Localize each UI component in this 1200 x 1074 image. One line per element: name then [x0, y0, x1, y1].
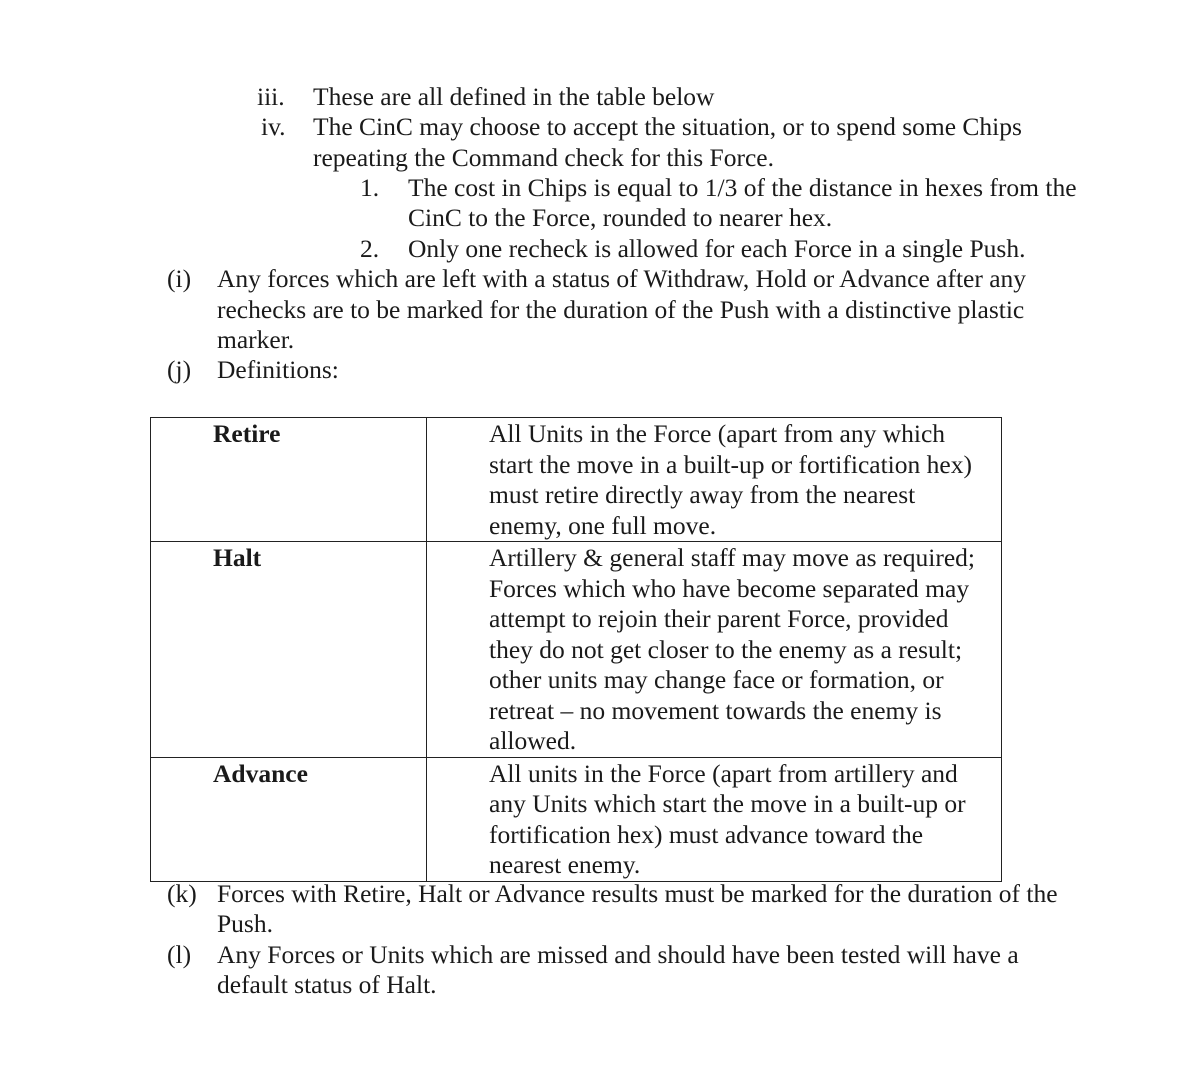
- definition-text-advance: All units in the Force (apart from artillery and any Units which start the move in a built-up or fortification hex) must advance toward the nearest enemy.: [489, 758, 966, 879]
- list-item-iii-line-1: These are all defined in the table below: [313, 82, 715, 111]
- list-item-l-line-2: default status of Halt.: [217, 970, 437, 999]
- list-marker-i: (i): [167, 264, 192, 293]
- definition-description-retire: [427, 418, 1002, 542]
- definitions-table: [150, 417, 1002, 882]
- table-row: [151, 757, 1002, 881]
- definition-description-advance: [427, 757, 1002, 881]
- list-item-1-line-2: CinC to the Force, rounded to nearer hex.: [408, 203, 833, 232]
- list-item-j-line-1: Definitions:: [217, 355, 339, 384]
- list-marker-1: 1.: [360, 173, 380, 202]
- definition-term-retire: Retire: [151, 418, 427, 542]
- list-item-l-line-1: Any Forces or Units which are missed and should have been tested will have a: [217, 940, 1019, 969]
- table-row: [151, 542, 1002, 758]
- list-item-k-line-2: Push.: [217, 909, 273, 938]
- list-item-1-line-1: The cost in Chips is equal to 1/3 of the distance in hexes from the: [408, 173, 1077, 202]
- list-item-i-line-3: marker.: [217, 325, 295, 354]
- list-item-iv-line-1: The CinC may choose to accept the situation, or to spend some Chips: [313, 112, 1022, 141]
- list-marker-l: (l): [167, 940, 192, 969]
- list-item-i-line-2: rechecks are to be marked for the duration of the Push with a distinctive plastic: [217, 295, 1025, 324]
- table-row: [151, 418, 1002, 542]
- list-marker-iii: iii.: [257, 82, 285, 111]
- list-marker-j: (j): [167, 355, 192, 384]
- list-item-iv-line-2: repeating the Command check for this Force.: [313, 143, 774, 172]
- definition-text-retire: All Units in the Force (apart from any which start the move in a built-up or fortification hex) must retire directly away from the nearest enemy, one full move.: [489, 419, 972, 540]
- definition-description-halt: [427, 542, 1002, 758]
- definition-text-halt: Artillery & general staff may move as required; Forces which who have become separated may attempt to rejoin their parent Force, provided they do not get closer to the enemy as a result; other units may change face or formation, or retreat – no movement towards the enemy is allowed.: [489, 543, 975, 755]
- definition-term-advance: Advance: [151, 757, 427, 881]
- list-item-i-line-1: Any forces which are left with a status of Withdraw, Hold or Advance after any: [217, 264, 1027, 293]
- list-marker-k: (k): [167, 879, 197, 908]
- list-item-k-line-1: Forces with Retire, Halt or Advance results must be marked for the duration of the: [217, 879, 1058, 908]
- list-marker-2: 2.: [360, 234, 380, 263]
- list-item-2-line-1: Only one recheck is allowed for each Force in a single Push.: [408, 234, 1026, 263]
- definition-term-halt: Halt: [151, 542, 427, 758]
- list-marker-iv: iv.: [261, 112, 286, 141]
